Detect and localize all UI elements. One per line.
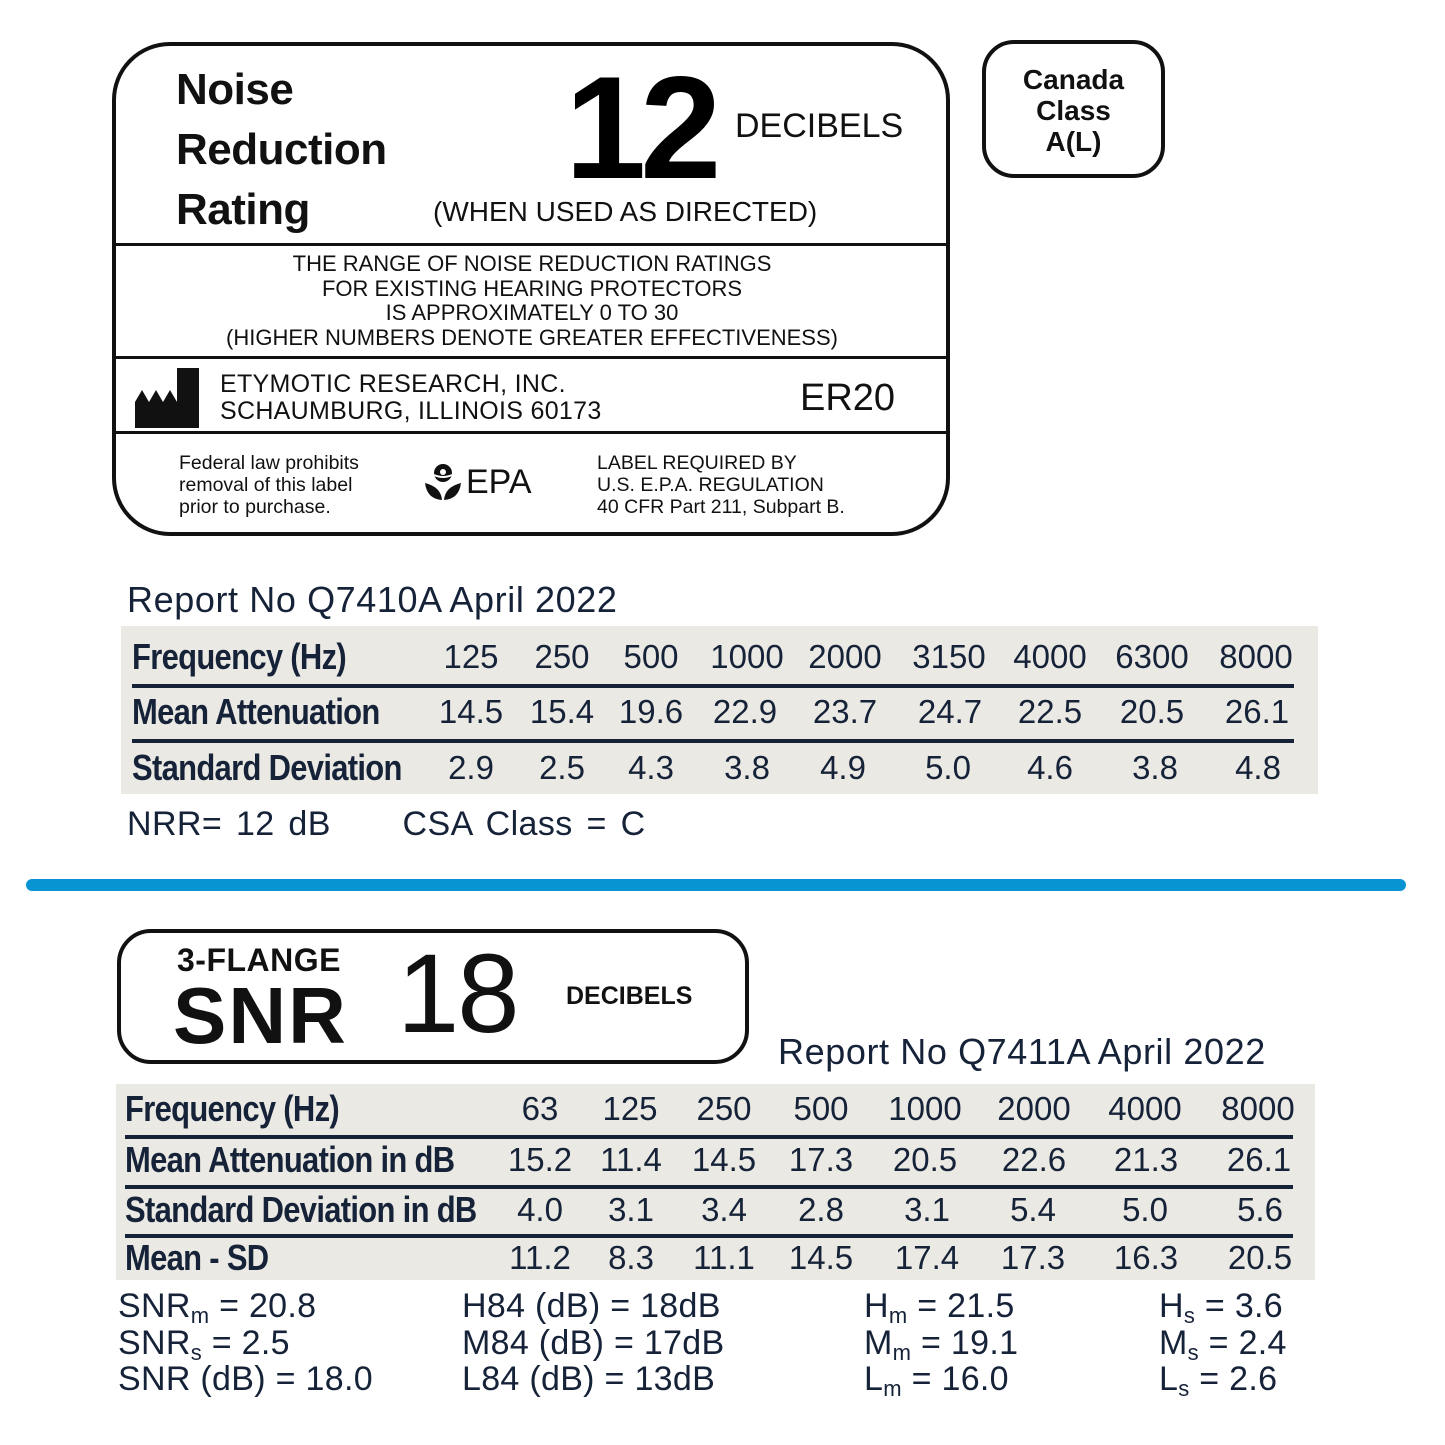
nrr-title-line: Reduction xyxy=(176,125,387,174)
stat-line xyxy=(864,1360,1018,1401)
row-label: Mean - SD xyxy=(125,1237,269,1278)
table-row xyxy=(116,1187,1315,1233)
stat-line xyxy=(1159,1323,1287,1365)
snr-attenuation-table xyxy=(116,1084,1315,1280)
stat-line xyxy=(118,1361,373,1398)
row-label: Frequency (Hz) xyxy=(132,636,347,677)
nrr-title xyxy=(176,60,387,240)
nrr-report-title: Report No Q7410A April 2022 xyxy=(127,579,618,620)
stat-value: = 2.4 xyxy=(1198,1323,1287,1362)
manufacturer-name: ETYMOTIC RESEARCH, INC. xyxy=(220,370,566,398)
table-cell: 5.4 xyxy=(1010,1191,1056,1228)
table-cell: 11.1 xyxy=(693,1239,755,1276)
nrr-title-line: Rating xyxy=(176,185,310,234)
snr-variant: 3-FLANGE xyxy=(177,942,341,978)
stat-sub: s xyxy=(1187,1339,1199,1365)
table-row xyxy=(121,745,1318,791)
table-cell: 3.4 xyxy=(701,1191,747,1228)
range-line: IS APPROXIMATELY 0 TO 30 xyxy=(385,300,679,325)
table-cell: 5.0 xyxy=(1122,1191,1168,1228)
snr-stats-col-2 xyxy=(462,1288,724,1398)
stat-sub: m xyxy=(883,1376,902,1401)
stat-line xyxy=(462,1288,724,1325)
table-cell: 6300 xyxy=(1115,638,1189,675)
stat-value: = 18.0 xyxy=(265,1360,373,1398)
stat-base: H84 (dB) xyxy=(462,1287,601,1325)
table-cell: 3150 xyxy=(912,638,986,675)
table-cell: 1000 xyxy=(710,638,784,675)
badge-line: Canada xyxy=(1022,64,1125,95)
stat-sub: s xyxy=(1183,1303,1196,1328)
table-row xyxy=(116,1086,1315,1132)
divider-line xyxy=(116,431,948,434)
epa-text: EPA xyxy=(466,463,532,501)
stat-value: = 19.1 xyxy=(911,1323,1019,1362)
epa-logo xyxy=(424,462,532,502)
notice-line: removal of this label xyxy=(179,474,353,496)
snr-stats-col-1 xyxy=(118,1288,373,1398)
stat-base: M84 (dB) xyxy=(462,1323,605,1362)
table-cell: 17.3 xyxy=(788,1141,854,1178)
row-label: Mean Attenuation in dB xyxy=(125,1139,455,1180)
table-cell: 2.8 xyxy=(798,1191,844,1228)
stat-line xyxy=(1159,1360,1287,1401)
model-number: ER20 xyxy=(800,377,896,419)
table-cell: 8.3 xyxy=(608,1239,654,1276)
table-cell: 26.1 xyxy=(1224,693,1290,730)
stat-sub: s xyxy=(190,1339,202,1365)
stat-base: H xyxy=(864,1287,889,1325)
table-cell: 15.2 xyxy=(507,1141,573,1178)
table-cell: 2000 xyxy=(997,1090,1071,1127)
table-cell: 22.9 xyxy=(712,693,778,730)
canada-class-badge xyxy=(982,40,1165,178)
table-cell: 24.7 xyxy=(917,693,983,730)
table-cell: 8000 xyxy=(1219,638,1293,675)
stat-value: = 13dB xyxy=(594,1360,716,1398)
table-cell: 125 xyxy=(443,638,499,675)
nrr-range-statement xyxy=(116,252,948,350)
notice-line: Federal law prohibits xyxy=(179,452,359,474)
stat-line xyxy=(118,1323,373,1365)
snr-report-title: Report No Q7411A April 2022 xyxy=(778,1031,1266,1072)
range-line: FOR EXISTING HEARING PROTECTORS xyxy=(321,275,743,301)
table-row xyxy=(121,634,1318,680)
badge-line: Class xyxy=(1036,95,1111,126)
table-cell: 4.0 xyxy=(517,1191,563,1228)
badge-line: A(L) xyxy=(1045,126,1102,157)
stat-base: L84 (dB) xyxy=(462,1360,595,1398)
table-cell: 11.4 xyxy=(600,1141,662,1178)
table-cell: 5.6 xyxy=(1237,1191,1283,1228)
table-cell: 19.6 xyxy=(618,693,684,730)
stat-base: SNR xyxy=(118,1287,191,1325)
stat-line xyxy=(864,1323,1019,1365)
stat-base: M xyxy=(864,1323,893,1362)
divider-line xyxy=(116,243,948,246)
nrr-usage-note: (WHEN USED AS DIRECTED) xyxy=(433,196,818,227)
stat-line xyxy=(462,1361,724,1398)
stat-base: SNR xyxy=(118,1323,191,1362)
table-cell: 23.7 xyxy=(812,693,878,730)
factory-icon xyxy=(135,368,201,428)
table-cell: 2.9 xyxy=(448,749,494,786)
table-cell: 15.4 xyxy=(529,693,595,730)
table-cell: 4.8 xyxy=(1235,749,1281,786)
table-cell: 20.5 xyxy=(1119,693,1185,730)
nrr-title-line: Noise xyxy=(176,65,294,114)
table-cell: 20.5 xyxy=(892,1141,958,1178)
snr-unit: DECIBELS xyxy=(566,982,693,1010)
federal-law-notice xyxy=(179,452,359,518)
table-cell: 26.1 xyxy=(1226,1141,1292,1178)
row-separator xyxy=(132,684,1294,688)
stat-sub: m xyxy=(892,1339,912,1365)
regulation-notice xyxy=(597,452,845,518)
manufacturer-city: SCHAUMBURG, ILLINOIS 60173 xyxy=(220,397,602,425)
table-cell: 125 xyxy=(602,1090,658,1127)
stat-base: H xyxy=(1159,1287,1184,1325)
table-cell: 20.5 xyxy=(1227,1239,1293,1276)
divider-line xyxy=(116,356,948,359)
table-cell: 3.1 xyxy=(608,1191,654,1228)
nrr-unit: DECIBELS xyxy=(735,107,904,145)
section-divider xyxy=(26,879,1406,891)
epa-logo-icon xyxy=(424,463,462,501)
table-cell: 3.1 xyxy=(904,1191,950,1228)
table-cell: 250 xyxy=(696,1090,752,1127)
table-cell: 63 xyxy=(521,1090,559,1127)
table-cell: 16.3 xyxy=(1113,1239,1179,1276)
snr-word: SNR xyxy=(173,971,348,1060)
table-cell: 2.5 xyxy=(539,749,585,786)
nrr-summary xyxy=(127,802,646,846)
stat-base: L xyxy=(1159,1360,1179,1398)
row-label: Standard Deviation xyxy=(132,747,402,788)
table-cell: 4.9 xyxy=(820,749,866,786)
stat-base: L xyxy=(864,1360,884,1398)
stat-line xyxy=(864,1287,1018,1328)
stat-value: = 17dB xyxy=(604,1323,725,1362)
table-cell: 14.5 xyxy=(788,1239,854,1276)
table-cell: 4.6 xyxy=(1027,749,1073,786)
table-cell: 250 xyxy=(534,638,590,675)
table-cell: 500 xyxy=(793,1090,849,1127)
nrr-attenuation-table xyxy=(121,626,1318,794)
table-cell: 21.3 xyxy=(1113,1141,1179,1178)
nrr-value: 12 xyxy=(565,46,716,209)
nrr-summary-value: NRR= 12 dB xyxy=(127,805,331,843)
range-line: THE RANGE OF NOISE REDUCTION RATINGS xyxy=(292,251,772,276)
table-cell: 14.5 xyxy=(438,693,504,730)
snr-stats-col-4 xyxy=(1159,1287,1287,1401)
row-label: Standard Deviation in dB xyxy=(125,1189,477,1230)
row-label: Frequency (Hz) xyxy=(125,1088,340,1129)
table-row xyxy=(116,1137,1315,1183)
stat-value: = 21.5 xyxy=(907,1287,1015,1325)
table-cell: 14.5 xyxy=(691,1141,757,1178)
stat-value: = 2.6 xyxy=(1189,1360,1278,1398)
regulation-line: LABEL REQUIRED BY xyxy=(597,452,797,474)
table-cell: 4000 xyxy=(1013,638,1087,675)
table-cell: 3.8 xyxy=(724,749,770,786)
table-cell: 3.8 xyxy=(1132,749,1178,786)
stat-sub: s xyxy=(1178,1376,1190,1401)
stat-value: = 20.8 xyxy=(209,1287,317,1325)
table-cell: 4000 xyxy=(1108,1090,1182,1127)
regulation-line: 40 CFR Part 211, Subpart B. xyxy=(597,496,845,518)
snr-value: 18 xyxy=(397,931,518,1056)
stat-line xyxy=(118,1287,373,1328)
table-cell: 11.2 xyxy=(509,1239,571,1276)
table-cell: 22.6 xyxy=(1001,1141,1067,1178)
row-label: Mean Attenuation xyxy=(132,691,380,732)
table-row xyxy=(121,689,1318,735)
stat-base: SNR (dB) xyxy=(118,1360,266,1398)
stat-value: = 3.6 xyxy=(1195,1287,1283,1325)
stat-value: = 2.5 xyxy=(202,1323,290,1362)
table-row xyxy=(116,1235,1315,1281)
table-cell: 4.3 xyxy=(628,749,674,786)
table-cell: 17.3 xyxy=(1000,1239,1066,1276)
table-cell: 500 xyxy=(623,638,679,675)
table-cell: 8000 xyxy=(1221,1090,1295,1127)
table-cell: 22.5 xyxy=(1017,693,1083,730)
notice-line: prior to purchase. xyxy=(179,496,331,518)
table-cell: 17.4 xyxy=(894,1239,960,1276)
table-cell: 1000 xyxy=(888,1090,962,1127)
csa-class-value: CSA Class = C xyxy=(402,805,646,843)
stat-line xyxy=(462,1325,724,1362)
stat-value: = 16.0 xyxy=(901,1360,1009,1398)
stat-base: M xyxy=(1159,1323,1188,1362)
stat-sub: m xyxy=(888,1303,908,1328)
table-cell: 2000 xyxy=(808,638,882,675)
snr-stats-col-3 xyxy=(864,1287,1019,1401)
range-line: (HIGHER NUMBERS DENOTE GREATER EFFECTIVENESS) xyxy=(226,324,838,350)
table-cell: 5.0 xyxy=(925,749,971,786)
stat-sub: m xyxy=(190,1303,210,1328)
stat-line xyxy=(1159,1287,1287,1328)
row-separator xyxy=(132,739,1294,743)
regulation-line: U.S. E.P.A. REGULATION xyxy=(597,474,824,496)
manufacturer-address xyxy=(220,371,602,425)
stat-value: = 18dB xyxy=(600,1287,721,1325)
